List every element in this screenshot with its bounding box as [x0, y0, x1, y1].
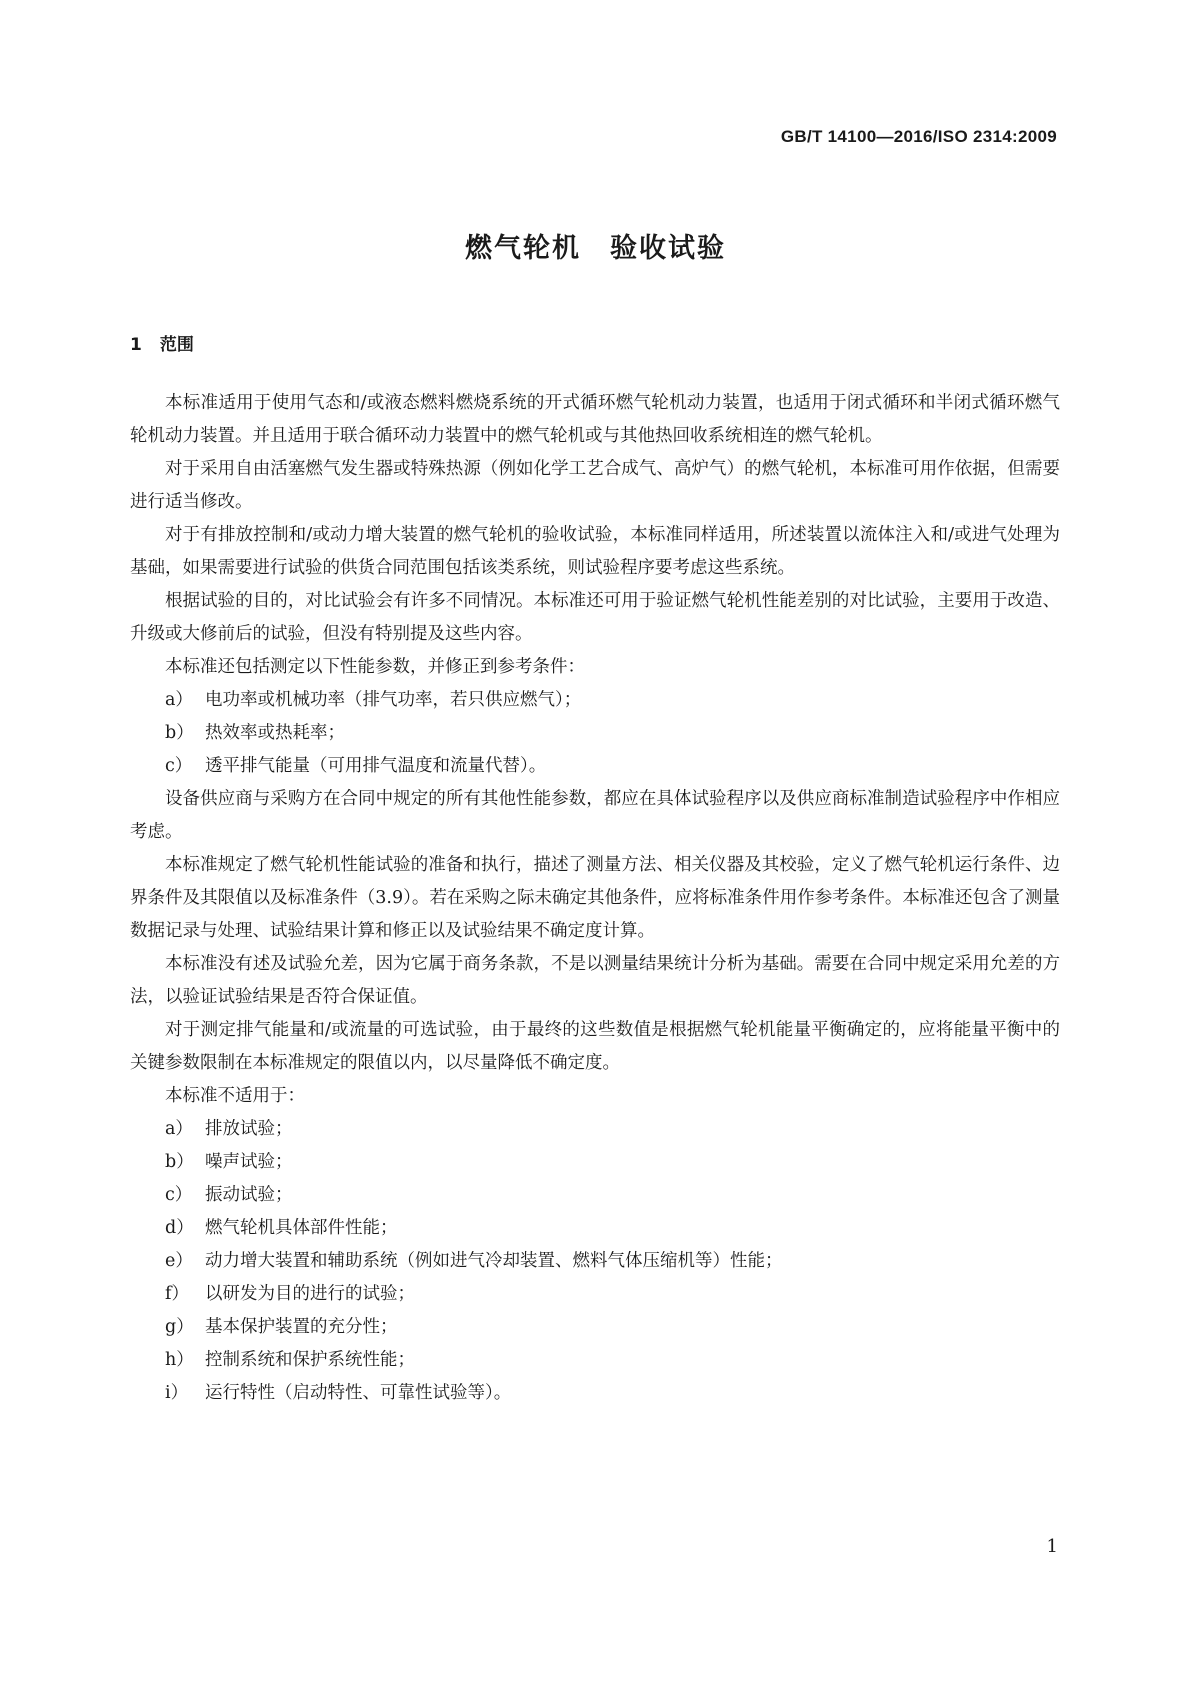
list-marker: b）	[165, 723, 194, 743]
list-marker: g）	[165, 1317, 194, 1337]
list-item	[130, 684, 1060, 717]
list-item-text: 噪声试验；	[205, 1152, 293, 1172]
list-item-text: 以研发为目的进行的试验；	[205, 1284, 415, 1304]
list-item	[130, 1311, 1060, 1344]
list-item-text: 控制系统和保护系统性能；	[205, 1350, 415, 1370]
list-item	[130, 1212, 1060, 1245]
list-marker: f）	[165, 1284, 189, 1304]
paragraph: 本标准适用于使用气态和/或液态燃料燃烧系统的开式循环燃气轮机动力装置，也适用于闭式循环和半闭式循环燃气轮机动力装置。并且适用于联合循环动力装置中的燃气轮机或与其他热回收系统相连的燃气轮机。	[130, 393, 1060, 446]
list-item	[130, 1113, 1060, 1146]
list-marker: i）	[165, 1383, 189, 1403]
list-marker: c）	[165, 1185, 193, 1205]
list-item	[130, 1245, 1060, 1278]
exclusion-list	[130, 1113, 1060, 1410]
paragraph: 本标准规定了燃气轮机性能试验的准备和执行，描述了测量方法、相关仪器及其校验，定义了燃气轮机运行条件、边界条件及其限值以及标准条件（3.9）。若在采购之际未确定其他条件，应将标准条件用作参考条件。本标准还包含了测量数据记录与处理、试验结果计算和修正以及试验结果不确定度计算。	[130, 855, 1060, 941]
list-marker: d）	[165, 1218, 194, 1238]
list-item-text: 动力增大装置和辅助系统（例如进气冷却装置、燃料气体压缩机等）性能；	[205, 1251, 783, 1271]
paragraph: 对于测定排气能量和/或流量的可选试验，由于最终的这些数值是根据燃气轮机能量平衡确定的，应将能量平衡中的关键参数限制在本标准规定的限值以内，以尽量降低不确定度。	[130, 1020, 1060, 1073]
list-item	[130, 717, 1060, 750]
performance-parameter-list	[130, 684, 1060, 783]
paragraph: 设备供应商与采购方在合同中规定的所有其他性能参数，都应在具体试验程序以及供应商标准制造试验程序中作相应考虑。	[130, 789, 1060, 842]
list-item-text: 运行特性（启动特性、可靠性试验等）。	[205, 1383, 512, 1403]
section-body	[130, 387, 1060, 1410]
list-item-text: 基本保护装置的充分性；	[205, 1317, 398, 1337]
list-item	[130, 1344, 1060, 1377]
list-item-text: 热效率或热耗率；	[205, 723, 345, 743]
section-title: 范围	[159, 335, 194, 355]
list-item-text: 燃气轮机具体部件性能；	[205, 1218, 398, 1238]
list-item	[130, 1278, 1060, 1311]
list-item	[130, 1377, 1060, 1410]
page-number: 1	[1046, 1536, 1058, 1557]
list-item	[130, 1146, 1060, 1179]
list-marker: a）	[165, 1119, 193, 1139]
document-title: 燃气轮机 验收试验	[465, 233, 726, 264]
list-marker: b）	[165, 1152, 194, 1172]
list-item	[130, 1179, 1060, 1212]
paragraph: 本标准没有述及试验允差，因为它属于商务条款，不是以测量结果统计分析为基础。需要在合同中规定采用允差的方法，以验证试验结果是否符合保证值。	[130, 954, 1060, 1007]
list-marker: c）	[165, 756, 193, 776]
paragraph: 本标准不适用于：	[165, 1086, 305, 1106]
paragraph: 对于有排放控制和/或动力增大装置的燃气轮机的验收试验，本标准同样适用，所述装置以流体注入和/或进气处理为基础，如果需要进行试验的供货合同范围包括该类系统，则试验程序要考虑这些系统。	[130, 525, 1060, 578]
list-marker: e）	[165, 1251, 193, 1271]
standard-code: GB/T 14100—2016/ISO 2314:2009	[780, 127, 1057, 146]
paragraph: 本标准还包括测定以下性能参数，并修正到参考条件：	[165, 657, 585, 677]
paragraph: 对于采用自由活塞燃气发生器或特殊热源（例如化学工艺合成气、高炉气）的燃气轮机，本标准可用作依据，但需要进行适当修改。	[130, 459, 1060, 512]
list-item	[130, 750, 1060, 783]
section-number: 1	[130, 335, 142, 355]
list-marker: h）	[165, 1350, 194, 1370]
list-item-text: 排放试验；	[205, 1119, 293, 1139]
list-item-text: 电功率或机械功率（排气功率，若只供应燃气）；	[205, 690, 582, 710]
section-heading	[130, 330, 194, 355]
list-item-text: 振动试验；	[205, 1185, 293, 1205]
paragraph: 根据试验的目的，对比试验会有许多不同情况。本标准还可用于验证燃气轮机性能差别的对比试验，主要用于改造、升级或大修前后的试验，但没有特别提及这些内容。	[130, 591, 1060, 644]
list-marker: a）	[165, 690, 193, 710]
list-item-text: 透平排气能量（可用排气温度和流量代替）。	[205, 756, 547, 776]
